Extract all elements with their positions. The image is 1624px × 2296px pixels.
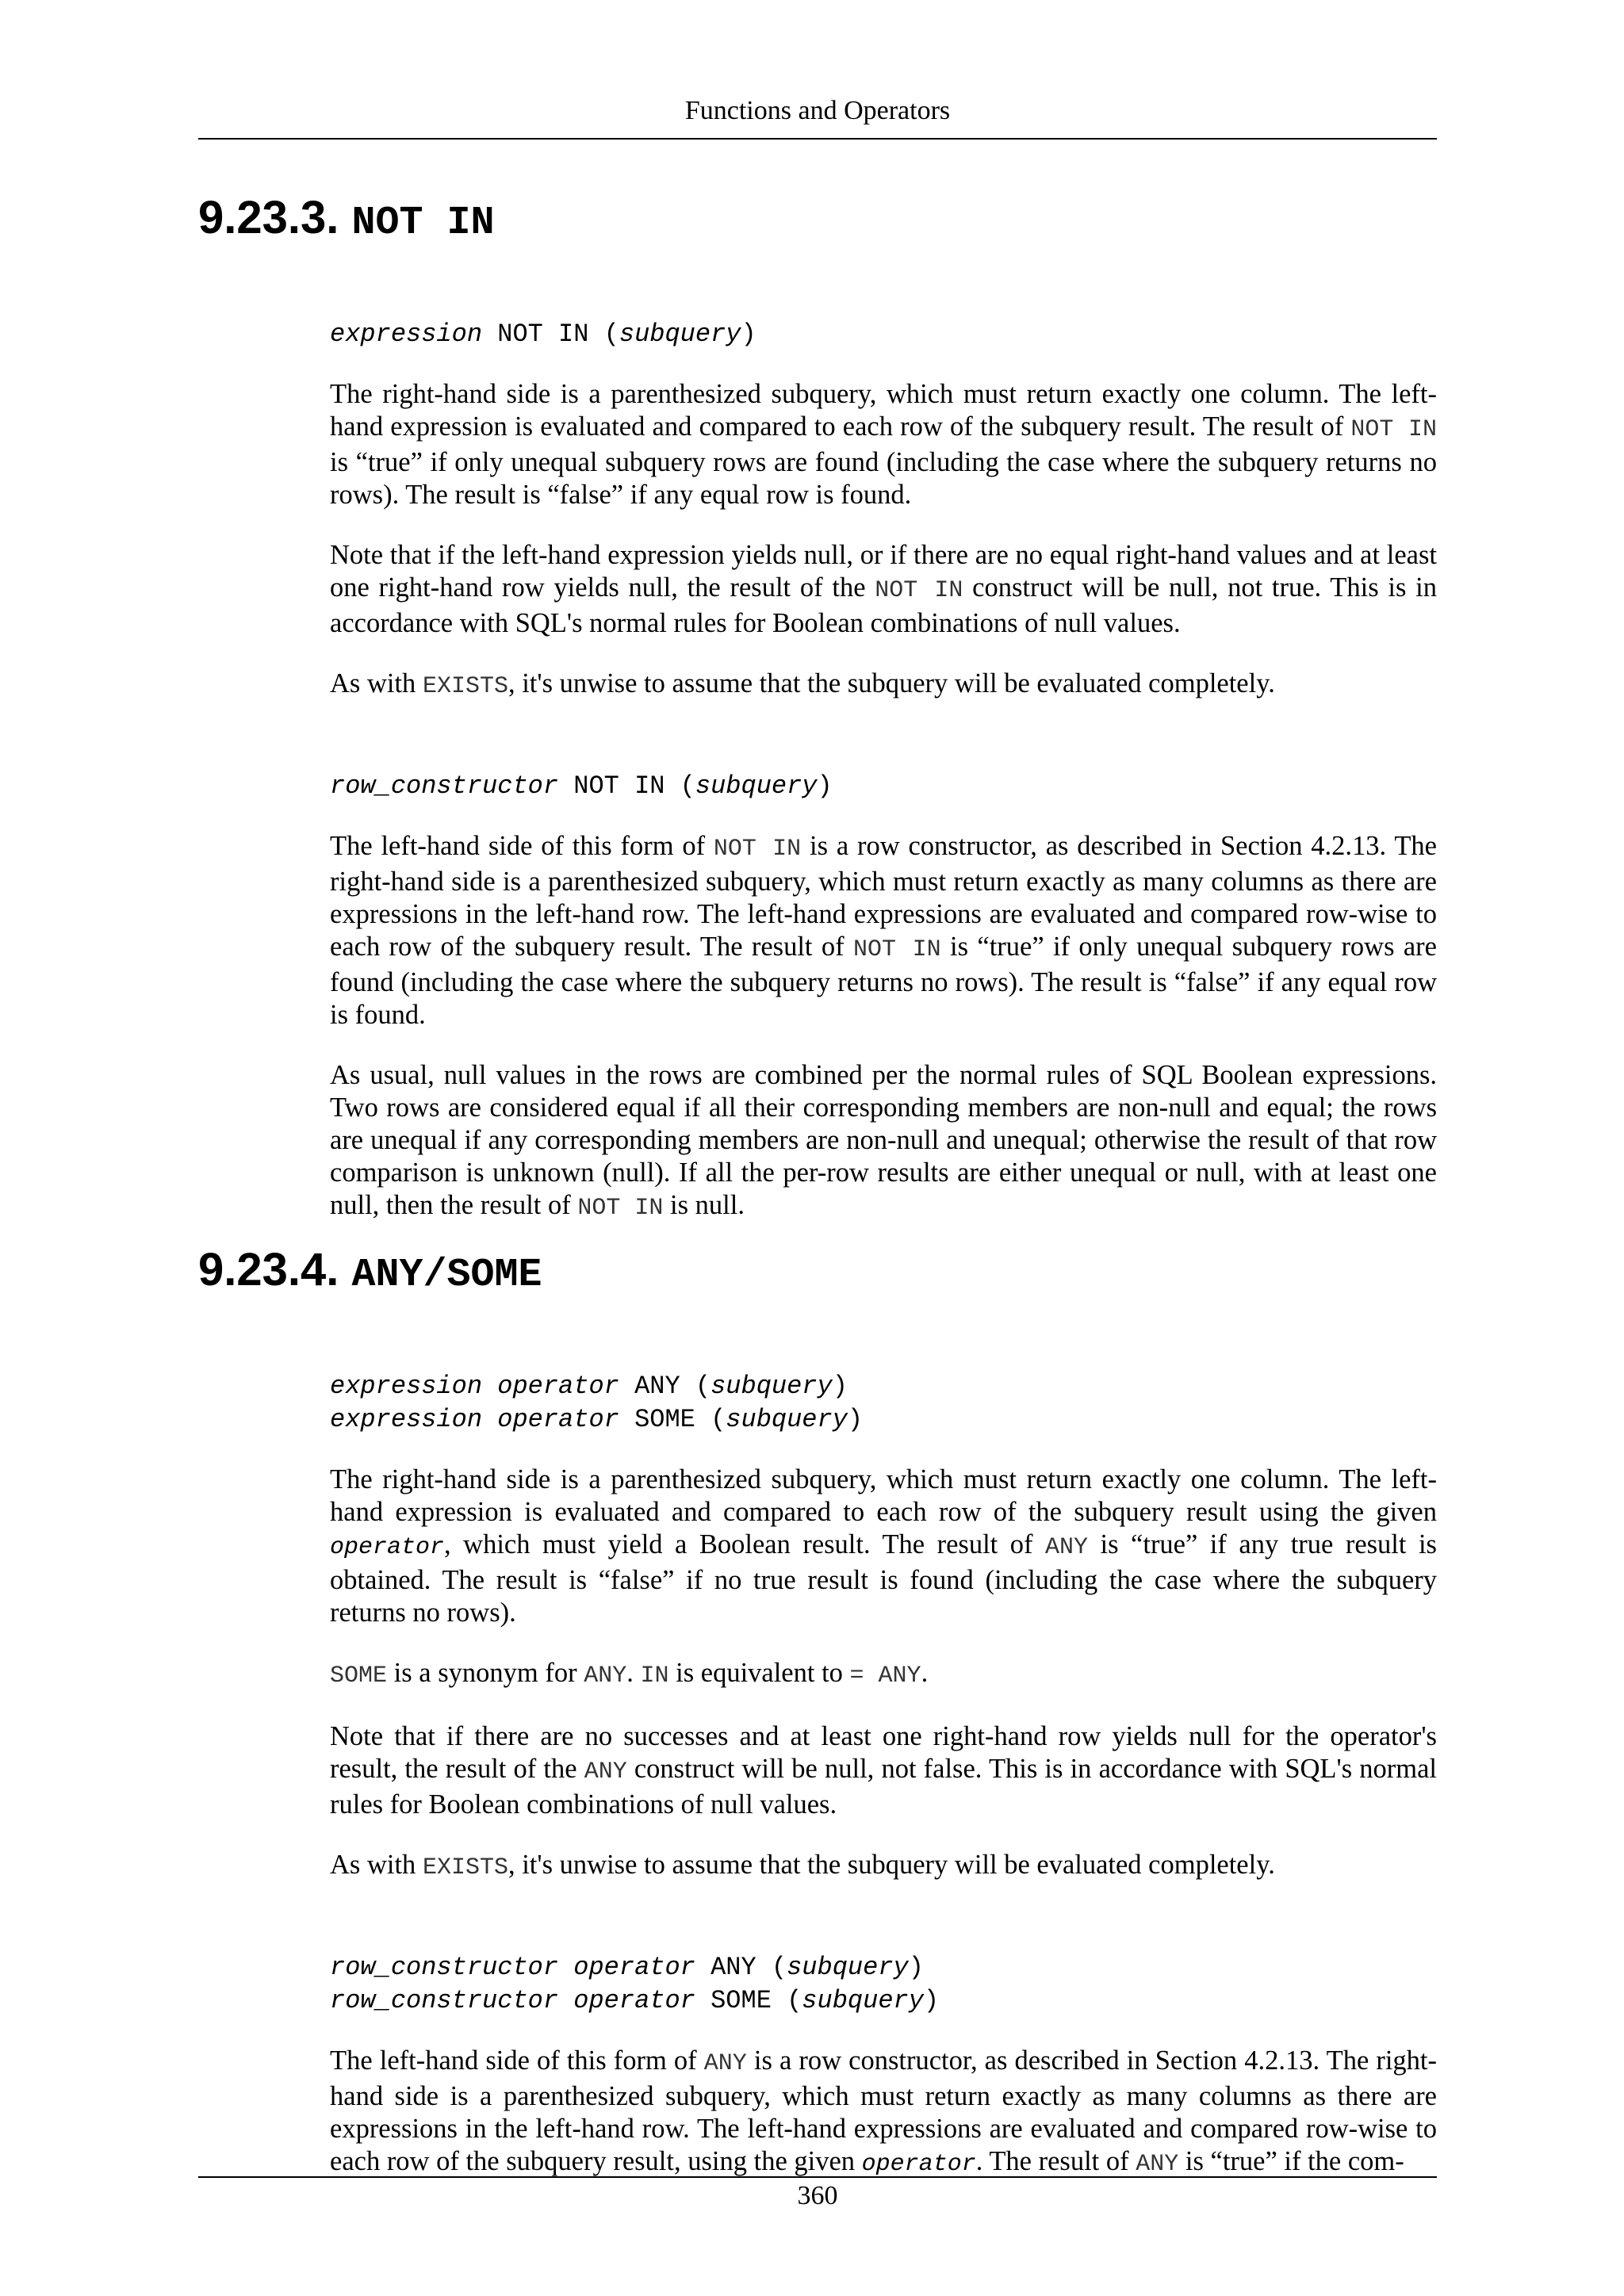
synopsis-keyword: ) bbox=[741, 320, 756, 349]
paragraph bbox=[330, 1849, 1437, 1885]
section-title-code: NOT IN bbox=[351, 201, 495, 246]
page-number: 360 bbox=[797, 2181, 838, 2210]
paragraph bbox=[330, 2045, 1437, 2181]
synopsis-param: expression operator bbox=[330, 1405, 619, 1434]
synopsis-line bbox=[330, 770, 1437, 803]
synopsis-param: expression bbox=[330, 320, 483, 349]
spacer bbox=[198, 1225, 1437, 1242]
synopsis-param: row_constructor bbox=[330, 771, 559, 801]
text-run: is a synonym for bbox=[387, 1658, 584, 1688]
inline-code: EXISTS bbox=[422, 673, 508, 700]
inline-code: ANY bbox=[1045, 1534, 1089, 1561]
inline-code-param: operator bbox=[330, 1534, 445, 1561]
synopsis-keyword: ) bbox=[817, 771, 833, 801]
synopsis-keyword: SOME ( bbox=[619, 1405, 726, 1434]
synopsis-block bbox=[330, 1885, 1437, 2181]
text-run: As with bbox=[330, 668, 423, 698]
synopsis-param: expression operator bbox=[330, 1372, 619, 1401]
paragraph bbox=[330, 668, 1437, 703]
text-run: , which must yield a Boolean result. The result of bbox=[444, 1529, 1046, 1559]
synopsis-keyword: ANY ( bbox=[695, 1953, 787, 1982]
header-rule bbox=[198, 138, 1437, 140]
text-run: construct will be null, not true. This is in accordance with SQL's normal rules for Boolean combinations of null values. bbox=[330, 572, 1437, 638]
spacer bbox=[330, 511, 1437, 539]
paragraph bbox=[330, 1464, 1437, 1629]
synopsis-keyword: NOT IN ( bbox=[558, 771, 695, 801]
spacer bbox=[330, 803, 1437, 830]
inline-code: NOT IN bbox=[875, 577, 963, 604]
page-content bbox=[198, 190, 1437, 2181]
synopsis-keyword: NOT IN ( bbox=[482, 320, 619, 349]
text-run: is “true” if the com- bbox=[1178, 2146, 1404, 2176]
text-run: , it's unwise to assume that the subquery will be evaluated completely. bbox=[508, 1850, 1275, 1880]
synopsis-line bbox=[330, 1370, 1437, 1403]
synopsis-line bbox=[330, 318, 1437, 351]
synopsis-param: row_constructor operator bbox=[330, 1986, 695, 2015]
text-run: The right-hand side is a parenthesized subquery, which must return exactly one column. The left-hand expression is evaluated and compared to each row of the subquery result using the given bbox=[330, 1464, 1437, 1527]
inline-code: ANY bbox=[584, 1758, 627, 1785]
running-header: Functions and Operators bbox=[684, 96, 951, 125]
text-run: . The result of bbox=[975, 2146, 1136, 2176]
inline-code: SOME bbox=[330, 1663, 388, 1689]
inline-code: IN bbox=[640, 1663, 669, 1689]
inline-code: ANY bbox=[703, 2050, 747, 2077]
spacer bbox=[330, 351, 1437, 378]
text-run: is null. bbox=[663, 1190, 745, 1220]
inline-code: NOT IN bbox=[852, 936, 941, 963]
paragraph bbox=[330, 539, 1437, 640]
spacer bbox=[330, 1821, 1437, 1849]
spacer bbox=[330, 640, 1437, 668]
inline-code: NOT IN bbox=[1350, 416, 1437, 443]
text-run: Note that if the left-hand expression yields null, or if there are no equal right-hand values and at least one right-hand row yields null, the result of the bbox=[330, 540, 1437, 603]
inline-code: ANY bbox=[1136, 2151, 1179, 2178]
text-run: As with bbox=[330, 1850, 423, 1880]
section-heading bbox=[198, 190, 1437, 251]
section-title-code: ANY/SOME bbox=[351, 1253, 542, 1298]
paragraph bbox=[330, 830, 1437, 1031]
inline-code: = ANY bbox=[849, 1663, 921, 1689]
text-run: construct will be null, not false. This is in accordance with SQL's normal rules for Boolean combinations of null values. bbox=[330, 1754, 1437, 1820]
text-run: . bbox=[921, 1658, 929, 1688]
inline-code: ANY bbox=[584, 1663, 627, 1689]
spacer bbox=[330, 703, 1437, 770]
spacer bbox=[330, 251, 1437, 318]
text-run: is a row constructor, as described in Section 4.2.13. The right-hand side is a parenthesized subquery, which must return exactly as many columns as there are expressions in the left-hand row. The left-hand expressions are evaluated and compared row-wise to each row of the subquery result. The result of bbox=[330, 831, 1437, 962]
spacer bbox=[330, 1629, 1437, 1657]
text-run: is a row constructor, as described in Section 4.2.13. The right-hand side is a parenthesized subquery, which must return exactly as many columns as there are expressions in the left-hand row. The left-hand expressions are evaluated and compared row-wise to each row of the subquery result, using the given bbox=[330, 2045, 1437, 2176]
synopsis-keyword: ) bbox=[908, 1953, 924, 1982]
synopsis-block bbox=[330, 251, 1437, 703]
spacer bbox=[330, 1693, 1437, 1720]
inline-code: NOT IN bbox=[713, 836, 802, 863]
spacer bbox=[330, 1031, 1437, 1059]
synopsis-block bbox=[330, 1303, 1437, 1885]
synopsis-param: subquery bbox=[726, 1405, 848, 1434]
synopsis-param: row_constructor operator bbox=[330, 1953, 695, 1982]
synopsis-keyword: ANY ( bbox=[619, 1372, 711, 1401]
spacer bbox=[330, 1437, 1437, 1464]
text-run: . bbox=[626, 1658, 641, 1688]
synopsis-line bbox=[330, 1951, 1437, 1984]
section-heading bbox=[198, 1242, 1437, 1303]
synopsis-block bbox=[330, 703, 1437, 1225]
paragraph bbox=[330, 1720, 1437, 1821]
synopsis-param: subquery bbox=[695, 771, 818, 801]
synopsis-param: subquery bbox=[619, 320, 741, 349]
text-run: is “true” if any true result is obtained. The result is “false” if no true result is found (including the case where the subquery returns no rows). bbox=[330, 1529, 1437, 1628]
text-run: The right-hand side is a parenthesized subquery, which must return exactly one column. The left-hand expression is evaluated and compared to each row of the subquery result. The result of bbox=[330, 379, 1437, 442]
paragraph bbox=[330, 378, 1437, 511]
synopsis-line bbox=[330, 1984, 1437, 2018]
text-run: The left-hand side of this form of bbox=[330, 831, 714, 861]
text-run: As usual, null values in the rows are combined per the normal rules of SQL Boolean expressions. Two rows are considered equal if all their corresponding members are non-null and equal; the rows are unequal if any corresponding members are non-null and unequal; otherwise the result of that row comparison is unknown (null). If all the per-row results are either unequal or null, with at least one null, then the result of bbox=[330, 1060, 1437, 1220]
text-run: , it's unwise to assume that the subquery will be evaluated completely. bbox=[508, 668, 1275, 698]
spacer bbox=[330, 1885, 1437, 1951]
paragraph bbox=[330, 1059, 1437, 1225]
spacer bbox=[330, 1303, 1437, 1370]
synopsis-param: subquery bbox=[710, 1372, 833, 1401]
spacer bbox=[330, 2018, 1437, 2045]
synopsis-param: subquery bbox=[787, 1953, 909, 1982]
synopsis-line bbox=[330, 1403, 1437, 1437]
text-run: The left-hand side of this form of bbox=[330, 2045, 704, 2076]
inline-code: EXISTS bbox=[422, 1854, 508, 1881]
inline-code-param: operator bbox=[861, 2151, 976, 2178]
inline-code: NOT IN bbox=[577, 1195, 664, 1222]
text-run: is equivalent to bbox=[668, 1658, 850, 1688]
text-run: is “true” if only unequal subquery rows are found (including the case where the subquery returns no rows). The result is “false” if any equal row is found. bbox=[330, 447, 1437, 510]
text-run: is “true” if only unequal subquery rows are found (including the case where the subquery returns no rows). The result is “false” if any equal row is found. bbox=[330, 932, 1437, 1030]
synopsis-keyword: ) bbox=[832, 1372, 848, 1401]
paragraph bbox=[330, 1657, 1437, 1693]
synopsis-keyword: SOME ( bbox=[695, 1986, 802, 2015]
section-number: 9.23.4. bbox=[198, 1244, 339, 1295]
section-number: 9.23.3. bbox=[198, 192, 339, 243]
synopsis-keyword: ) bbox=[923, 1986, 940, 2015]
synopsis-param: subquery bbox=[802, 1986, 924, 2015]
footer-rule bbox=[198, 2176, 1437, 2178]
text-run: Note that if there are no successes and at least one right-hand row yields null for the operator's result, the result of the bbox=[330, 1721, 1437, 1784]
synopsis-keyword: ) bbox=[847, 1405, 864, 1434]
